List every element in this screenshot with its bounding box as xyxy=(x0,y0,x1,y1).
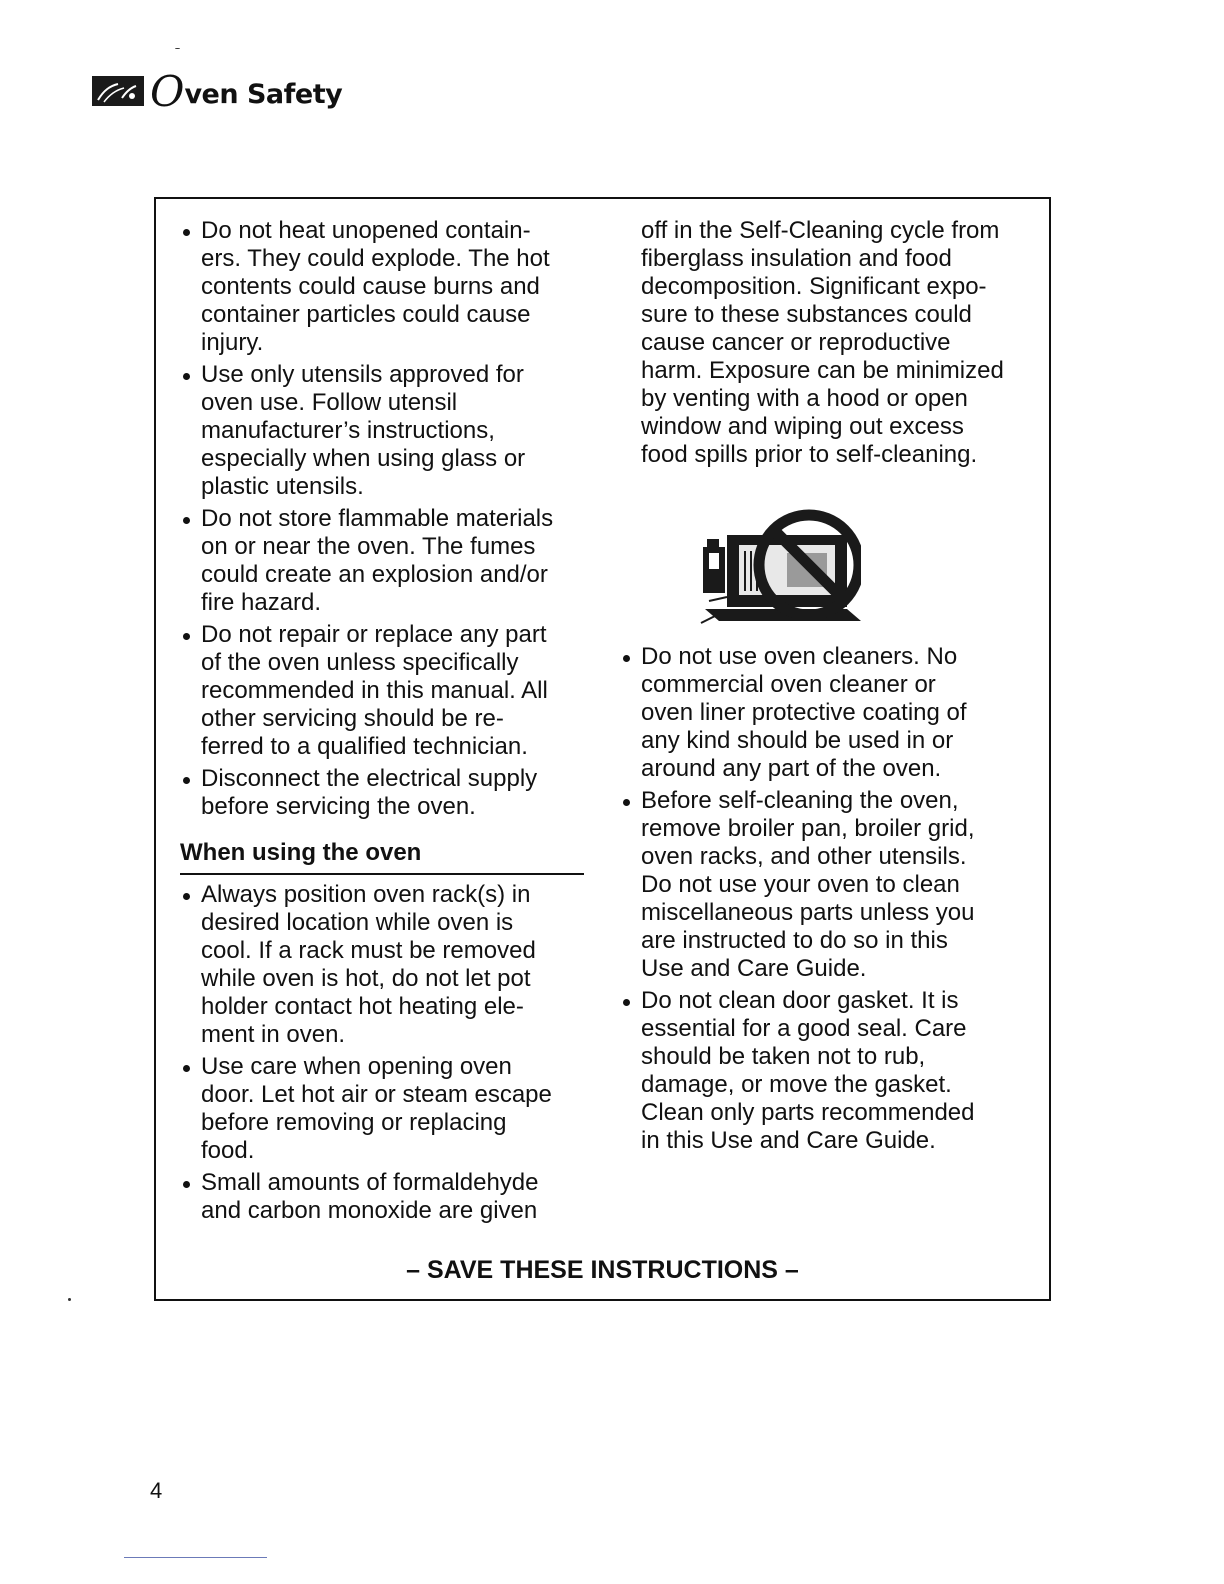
list-item: Do not clean door gasket. It is essential for a good seal. Care should be taken not to rub, damage, or move the gasket. Clean only parts recommended in this Use and Care Guide. xyxy=(618,987,1038,1155)
list-item: Disconnect the electrical supply before servicing the oven. xyxy=(178,765,590,821)
list-item: Small amounts of formaldehyde and carbon monoxide are given xyxy=(178,1169,590,1225)
scan-speck xyxy=(68,1298,71,1301)
continued-paragraph: off in the Self-Cleaning cycle from fiberglass insulation and food decomposition. Significant expo- sure to these substances could cause cancer or reproductive harm. Exposure can be minimized by venting with a hood or open window and wiping out excess food spills prior to self-cleaning. xyxy=(641,217,1004,468)
list-item: Use only utensils approved for oven use. Follow utensil manufacturer’s instructions, especially when using glass or plastic utensils. xyxy=(178,361,590,501)
save-instructions-notice: – SAVE THESE INSTRUCTIONS – xyxy=(406,1256,799,1284)
left-column xyxy=(178,217,590,1229)
list-item: Do not repair or replace any part of the oven unless specifically recommended in this manual. All other servicing should be re- ferred to a qualified technician. xyxy=(178,621,590,761)
section-heading: When using the oven xyxy=(180,839,584,875)
list-item: Before self-cleaning the oven, remove broiler pan, broiler grid, oven racks, and other utensils. Do not use your oven to clean miscellaneous parts unless you are instructed to do so in this Use and Care Guide. xyxy=(618,787,1038,983)
page-title-initial: O xyxy=(150,67,184,116)
page-title: ven Safety xyxy=(184,79,343,110)
page-number: 4 xyxy=(150,1478,163,1503)
safety-instructions-box xyxy=(154,197,1051,1301)
list-item: Do not heat unopened contain- ers. They could explode. The hot contents could cause burns and container particles could cause injury. xyxy=(178,217,590,357)
list-item: Always position oven rack(s) in desired location while oven is cool. If a rack must be removed while oven is hot, do not let pot holder contact hot heating ele- ment in oven. xyxy=(178,881,590,1049)
oven-use-list xyxy=(178,881,590,1225)
list-item: Do not store flammable materials on or near the oven. The fumes could create an explosion and/or fire hazard. xyxy=(178,505,590,617)
scan-speck xyxy=(175,48,180,49)
right-column xyxy=(618,217,1038,1159)
list-item: Use care when opening oven door. Let hot air or steam escape before removing or replacing food. xyxy=(178,1053,590,1165)
list-item: Do not use oven cleaners. No commercial oven cleaner or oven liner protective coating of any kind should be used in or around any part of the oven. xyxy=(618,643,1038,783)
brand-logo-icon xyxy=(92,76,144,106)
cleaning-safety-list xyxy=(618,643,1038,1155)
divider xyxy=(124,1557,267,1558)
general-safety-list xyxy=(178,217,590,821)
page-header xyxy=(92,67,343,116)
no-oven-cleaner-icon xyxy=(697,505,861,635)
